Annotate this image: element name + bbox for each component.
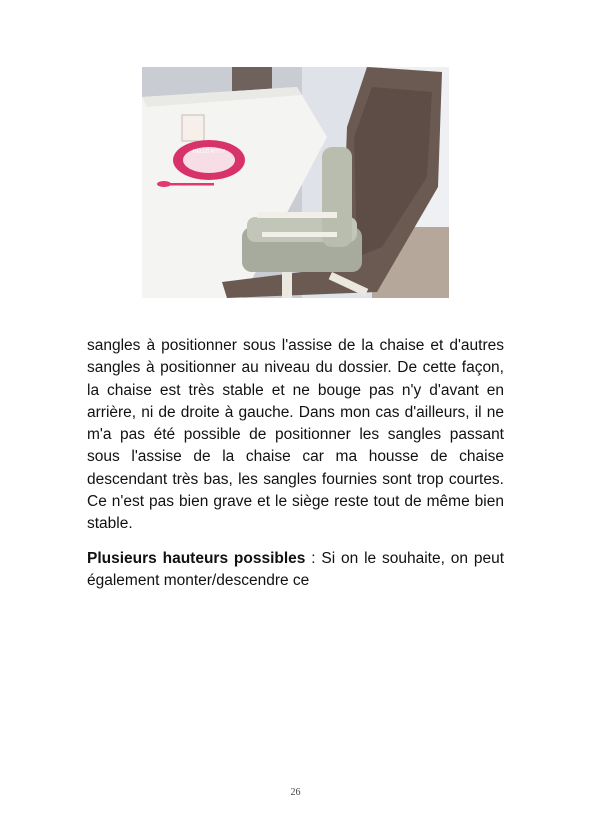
body-paragraph-2 — [87, 548, 504, 593]
plate-text: HELLO KITTY — [193, 149, 225, 155]
body-paragraph-1: sangles à positionner sous l'assise de la chaise et d'autres sangles à positionner au niveau du dossier. De cette façon, la chaise est très stable et ne bouge pas n'y d'avant en arrière, ni de droite à gauche. Dans mon cas d'ailleurs, il ne m'a pas été possible de positionner les sangles passant sous l'assise de la chaise car ma housse de chaise descendant très bas, les sangles fournies sont trop courtes. Ce n'est pas bien grave et le siège reste tout de même bien stable. — [87, 337, 504, 533]
section-lead: Plusieurs hauteurs possibles — [87, 550, 306, 567]
section-text: : Si on le souhaite, on peut également monter/descendre ce — [87, 550, 504, 590]
booster-seat-photo — [142, 67, 449, 298]
page-number: 26 — [290, 787, 301, 798]
